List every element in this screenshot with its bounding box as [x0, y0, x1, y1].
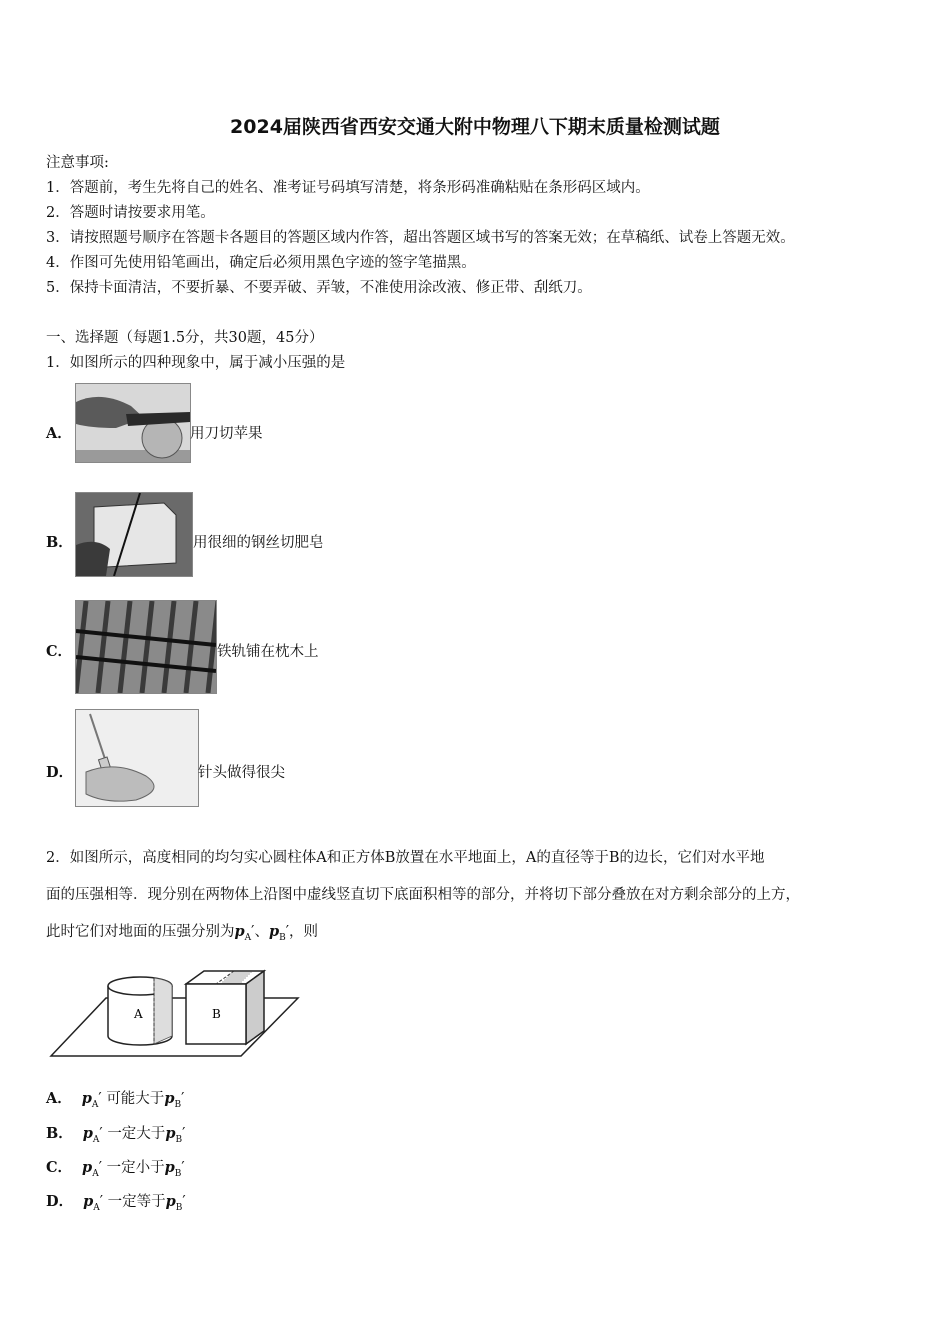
notice-item-2: 2．答题时请按要求用笔。 [46, 205, 215, 221]
question-2-line-2: 面的压强相等．现分别在两物体上沿图中虚线竖直切下底面积相等的部分，并将切下部分叠放在对方剩余部分的上方， [46, 887, 800, 903]
notice-heading: 注意事项: [46, 155, 109, 171]
notice-item-4: 4．作图可先使用铅笔画出，确定后必须用黑色字迹的签字笔描黑。 [46, 255, 476, 271]
rail-sleepers-photo [75, 600, 217, 694]
syringe-needle-photo [75, 709, 199, 807]
q1-option-d-letter: D． [46, 764, 74, 781]
q1-option-b-letter: B． [46, 534, 73, 551]
notice-item-5: 5．保持卡面清洁，不要折暴、不要弄破、弄皱，不准使用涂改液、修正带、刮纸刀。 [46, 280, 592, 296]
cylinder-cube-diagram [46, 966, 306, 1061]
notice-item-1: 1．答题前，考生先将自己的姓名、准考证号码填写清楚，将条形码准确粘贴在条形码区域内。 [46, 180, 650, 196]
q2-option-b: B． $p_A'$ 一定大于$p_B'$ [46, 1125, 186, 1145]
question-2-line-1: 2．如图所示，高度相同的均匀实心圆柱体A和正方体B放置在水平地面上，A的直径等于B的边长，它们对水平地 [46, 850, 765, 866]
page-title: 2024届陕西省西安交通大附中物理八下期末质量检测试题 [230, 116, 720, 138]
question-2-line-3: 此时它们对地面的压强分别为$p_A'$、$p_B'$，则 [46, 923, 318, 943]
q2-option-a: A． $p_A'$ 可能大于$p_B'$ [46, 1090, 185, 1110]
label-b: B [212, 1007, 221, 1021]
label-a: A [134, 1007, 143, 1021]
q1-option-c-letter: C． [46, 643, 73, 660]
q1-option-c-text: 铁轨铺在枕木上 [217, 644, 319, 660]
section-heading: 一、选择题（每题1.5分，共30题，45分） [46, 330, 324, 346]
question-2-line-3-text: 此时它们对地面的压强分别为 [46, 924, 235, 940]
q1-option-a-text: 用刀切苹果 [190, 426, 263, 442]
question-1-stem: 1．如图所示的四种现象中，属于减小压强的是 [46, 355, 346, 371]
q1-option-d-text: 针头做得很尖 [198, 765, 285, 781]
q2-option-d: D． $p_A'$ 一定等于$p_B'$ [46, 1193, 186, 1213]
notice-item-3: 3．请按照题号顺序在答题卡各题目的答题区域内作答，超出答题区域书写的答案无效；在草稿纸、试卷上答题无效。 [46, 230, 795, 246]
q1-option-b-text: 用很细的钢丝切肥皂 [193, 535, 324, 551]
q1-option-a-letter: A． [46, 425, 72, 442]
q2-option-c: C． $p_A'$ 一定小于$p_B'$ [46, 1159, 185, 1179]
knife-apple-photo [75, 383, 191, 463]
wire-soap-photo [75, 492, 193, 577]
